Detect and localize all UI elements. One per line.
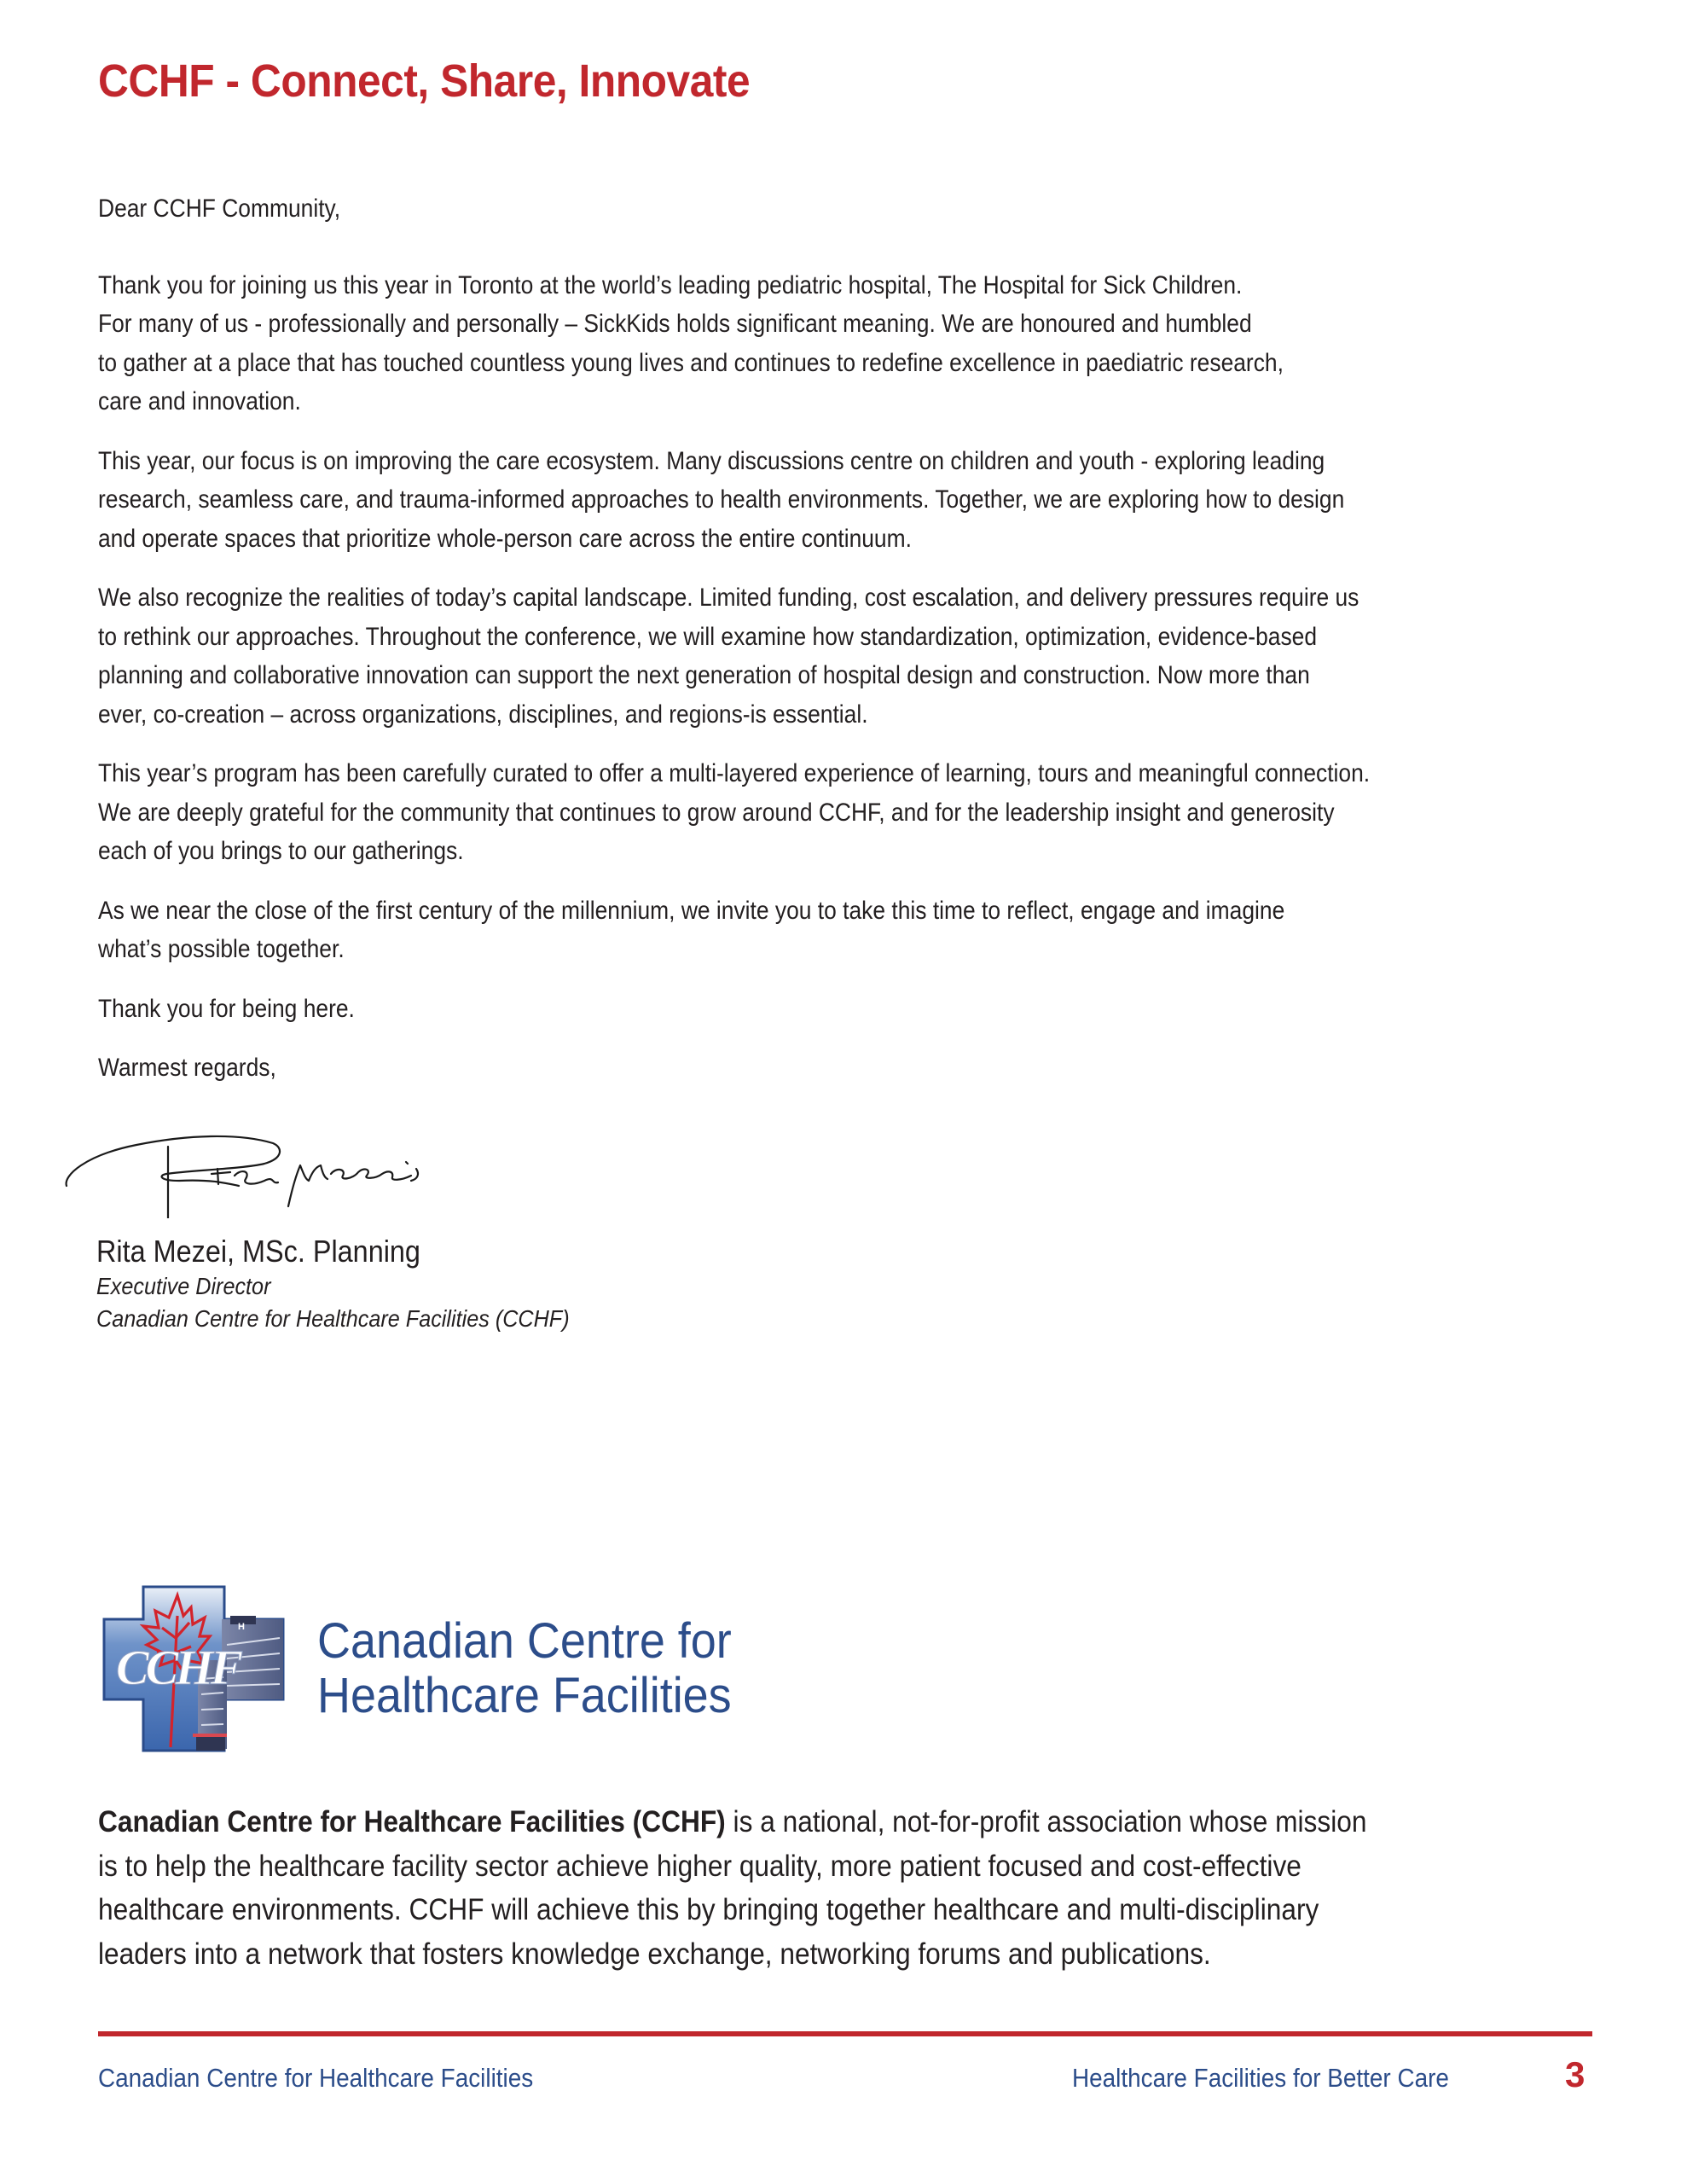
paragraph-line: each of you brings to our gatherings. (98, 837, 464, 865)
paragraph-line: Thank you for being here. (98, 994, 355, 1023)
closing-text: Warmest regards, (98, 1054, 276, 1082)
letter-body (98, 189, 1599, 1108)
paragraph-line: We also recognize the realities of today’s capital landscape. Limited funding, cost escalation, and delivery pressures require us (98, 584, 1359, 612)
paragraph-line: ever, co-creation – across organizations, disciplines, and regions-is essential. (98, 700, 868, 729)
logo-line-2: Healthcare Facilities (317, 1668, 732, 1723)
paragraph-capital (98, 578, 1599, 734)
cchf-logo (102, 1585, 768, 1756)
paragraph-line: This year’s program has been carefully curated to offer a multi-layered experience of learning, tours and meaningful connection. (98, 759, 1371, 787)
paragraph-line: to rethink our approaches. Throughout the conference, we will examine how standardization, optimization, evidence-based (98, 622, 1318, 651)
signer-organization: Canadian Centre for Healthcare Facilities (CCHF) (96, 1305, 570, 1332)
signer-name: Rita Mezei, MSc. Planning (96, 1234, 420, 1269)
cchf-emblem-icon (102, 1585, 292, 1754)
svg-text:CCHF: CCHF (116, 1640, 241, 1695)
footer-divider (98, 2031, 1592, 2036)
paragraph-line: care and innovation. (98, 387, 301, 415)
footer-tagline: Healthcare Facilities for Better Care (1072, 2063, 1449, 2093)
paragraph-program (98, 754, 1599, 871)
paragraph-line: planning and collaborative innovation can support the next generation of hospital design and construction. Now more than (98, 661, 1310, 689)
about-line: is to help the healthcare facility sector achieve higher quality, more patient focused and cost-effective (98, 1849, 1301, 1883)
about-line-rest: is a national, not-for-profit association whose mission (725, 1805, 1367, 1838)
logo-line-1: Canadian Centre for (317, 1613, 732, 1669)
about-line: leaders into a network that fosters knowledge exchange, networking forums and publications. (98, 1937, 1211, 1971)
paragraph-line: This year, our focus is on improving the care ecosystem. Many discussions centre on children and youth - exploring leading (98, 446, 1325, 475)
paragraph-line: and operate spaces that prioritize whole-person care across the entire continuum. (98, 524, 912, 553)
paragraph-line: For many of us - professionally and personally – SickKids holds significant meaning. We are honoured and humbled (98, 310, 1252, 338)
signer-block (96, 1233, 622, 1335)
closing (98, 1048, 1599, 1088)
page-number: 3 (1565, 2054, 1586, 2094)
footer-organization: Canadian Centre for Healthcare Facilities (98, 2063, 534, 2093)
paragraph-millennium (98, 892, 1599, 969)
about-cchf (98, 1800, 1599, 1976)
signer-role: Executive Director (96, 1273, 271, 1299)
paragraph-line: what’s possible together. (98, 935, 345, 963)
paragraph-line: We are deeply grateful for the community that continues to grow around CCHF, and for the leadership insight and generosity (98, 798, 1335, 827)
paragraph-line: to gather at a place that has touched countless young lives and continues to redefine excellence in paediatric research, (98, 348, 1284, 377)
logo-wordmark (317, 1614, 732, 1723)
salutation (98, 189, 1599, 229)
paragraph-focus (98, 442, 1599, 559)
about-line: healthcare environments. CCHF will achieve this by bringing together healthcare and multi-disciplinary (98, 1893, 1319, 1926)
salutation-text: Dear CCHF Community, (98, 195, 341, 223)
paragraph-line: research, seamless care, and trauma-informed approaches to health environments. Together, we are exploring how to design (98, 485, 1345, 514)
paragraph-line: As we near the close of the first century of the millennium, we invite you to take this time to reflect, engage and imagine (98, 896, 1285, 925)
signature-image (60, 1124, 537, 1218)
about-bold-lead: Canadian Centre for Healthcare Facilities (CCHF) (98, 1805, 726, 1838)
paragraph-intro (98, 266, 1599, 421)
svg-text:H: H (238, 1622, 245, 1632)
page-title: CCHF - Connect, Share, Innovate (98, 55, 751, 107)
paragraph-line: Thank you for joining us this year in Toronto at the world’s leading pediatric hospital, The Hospital for Sick Children. (98, 270, 1243, 299)
paragraph-thanks (98, 990, 1599, 1029)
about-line (98, 1800, 1457, 1844)
